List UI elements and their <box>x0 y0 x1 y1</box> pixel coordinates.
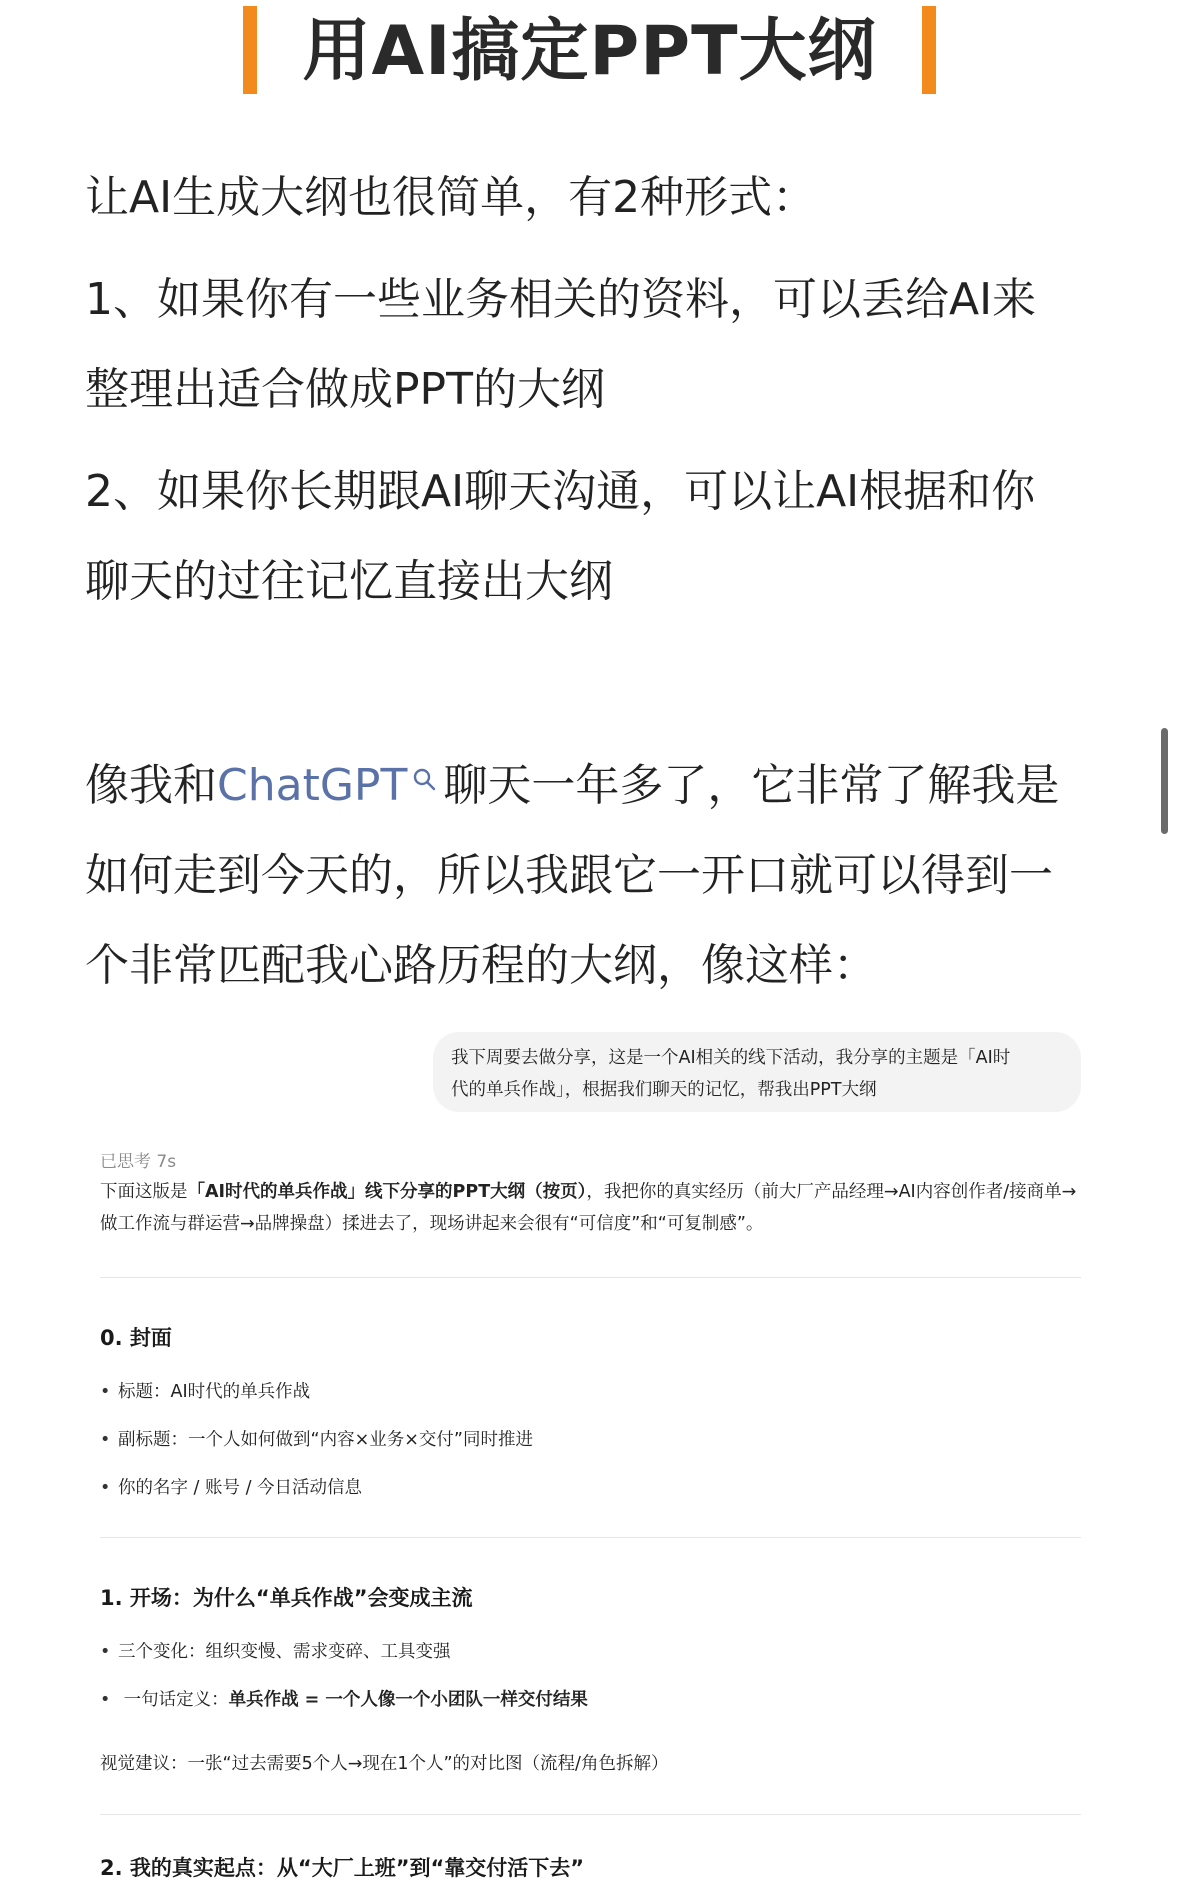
answer-pre: 下面这版是 <box>100 1182 188 1202</box>
story-line-3: 个非常匹配我心路历程的大纲，像这样： <box>85 940 877 991</box>
story-pre: 像我和 <box>85 760 217 811</box>
section-0-bullet: • 副标题：一个人如何做到“内容×业务×交付”同时推进 <box>100 1426 533 1451</box>
intro-item-2a: 2、如果你长期跟AI聊天沟通，可以让AI根据和你 <box>85 466 1036 517</box>
intro-item-1b: 整理出适合做成PPT的大纲 <box>85 364 605 415</box>
section-1-bullet: • 三个变化：组织变慢、需求变碎、工具变强 <box>100 1638 451 1663</box>
user-message-line-1: 我下周要去做分享，这是一个AI相关的线下活动，我分享的主题是「AI时 <box>451 1048 1011 1068</box>
section-0-bullet: • 你的名字 / 账号 / 今日活动信息 <box>100 1474 362 1499</box>
visual-suggestion: 视觉建议：一张“过去需要5个人→现在1个人”的对比图（流程/角色拆解） <box>100 1754 669 1774</box>
divider <box>100 1537 1081 1538</box>
divider <box>100 1277 1081 1278</box>
section-0-bullet: • 标题：AI时代的单兵作战 <box>100 1378 310 1403</box>
intro-item-1a: 1、如果你有一些业务相关的资料，可以丢给AI来 <box>85 274 1037 325</box>
thinking-time[interactable]: 已思考 7s <box>100 1152 177 1172</box>
answer-intro <box>100 1176 1090 1240</box>
bullet-bold: 单兵作战 = 一个人像一个小团队一样交付结果 <box>228 1690 588 1710</box>
bullet-pre: 一句话定义： <box>123 1690 229 1710</box>
story-post: 聊天一年多了，它非常了解我是 <box>443 760 1060 811</box>
section-1-bullet <box>100 1686 588 1711</box>
chatgpt-link[interactable]: ChatGPT <box>217 760 408 811</box>
answer-bold: 「AI时代的单兵作战」线下分享的PPT大纲（按页） <box>187 1182 587 1202</box>
scrollbar-thumb[interactable] <box>1161 728 1168 834</box>
intro-line: 让AI生成大纲也很简单，有2种形式： <box>85 172 817 223</box>
user-message-line-2: 代的单兵作战」，根据我们聊天的记忆，帮我出PPT大纲 <box>451 1080 877 1100</box>
divider <box>100 1814 1081 1815</box>
story-line-2: 如何走到今天的，所以我跟它一开口就可以得到一 <box>85 850 1053 901</box>
section-1-heading: 1. 开场：为什么“单兵作战”会变成主流 <box>100 1586 473 1610</box>
search-icon[interactable] <box>411 748 437 808</box>
page-title: 用AI搞定PPT大纲 <box>302 12 877 91</box>
section-2-heading: 2. 我的真实起点：从“大厂上班”到“靠交付活下去” <box>100 1856 585 1880</box>
user-message-bubble <box>433 1032 1081 1112</box>
story-line-1 <box>85 756 1095 816</box>
section-0-heading: 0. 封面 <box>100 1326 172 1350</box>
intro-item-2b: 聊天的过往记忆直接出大纲 <box>85 556 613 607</box>
answer-post: ，我把你的真实经历（前大厂产品经理→AI内容创作者/接商单→做工作流与群运营→品牌操盘）揉进去了，现场讲起来会很有“可信度”和“可复制感”。 <box>100 1182 1077 1234</box>
